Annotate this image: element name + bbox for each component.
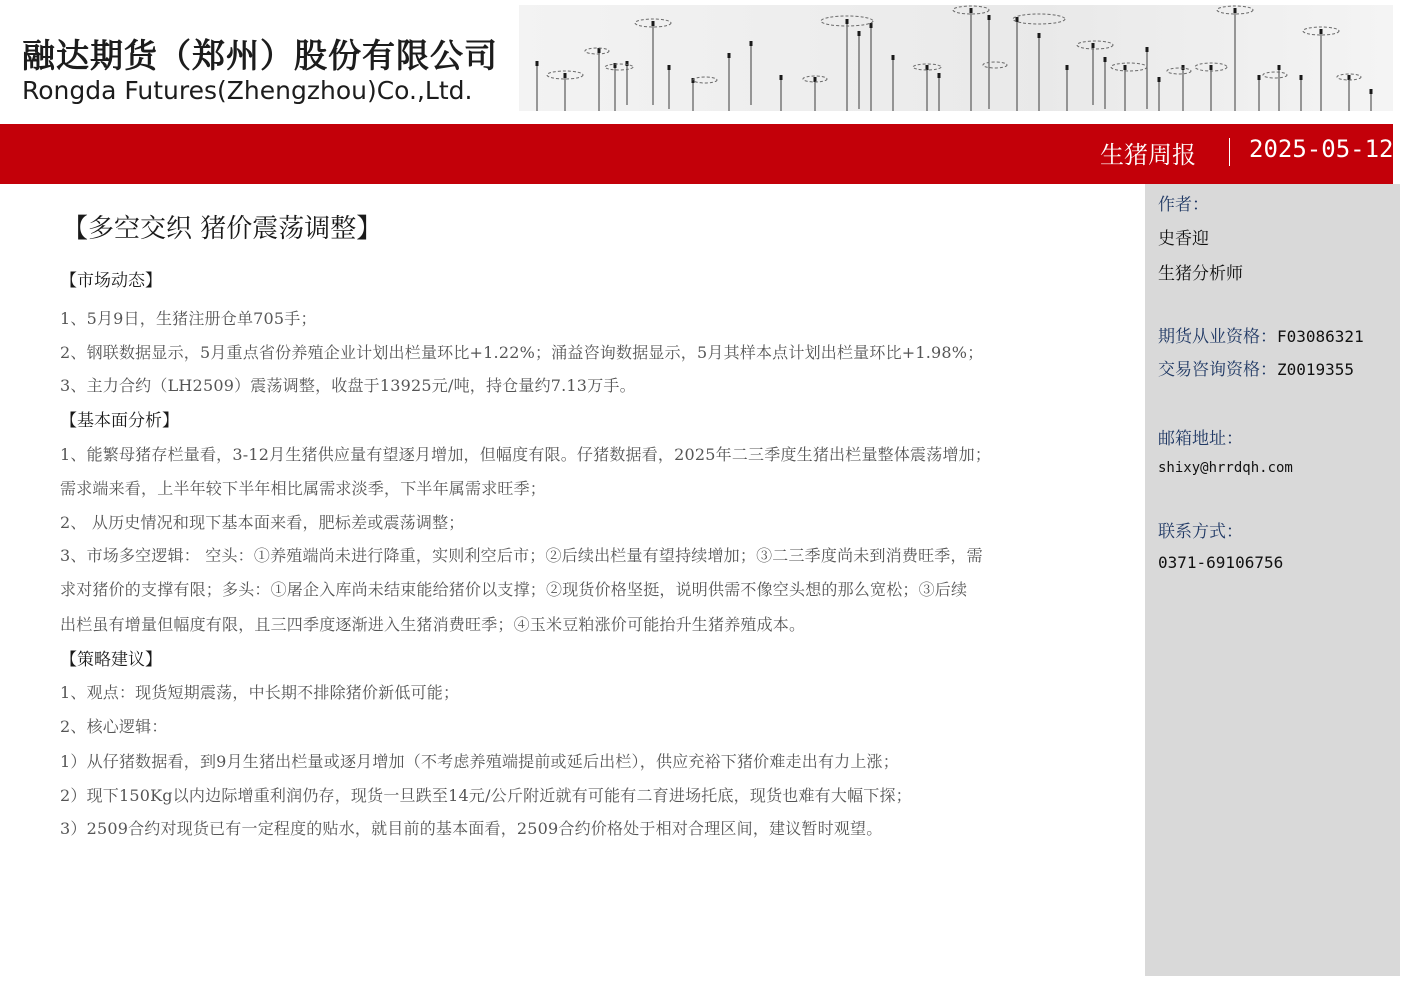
strategy-line: 3）2509合约对现货已有一定程度的贴水，就目前的基本面看，2509合约价格处于相对合理区间，建议暂时观望。 xyxy=(60,819,883,838)
banner-pole-cap xyxy=(598,48,601,53)
title-bar xyxy=(0,124,1393,184)
market-line: 1、5月9日，生猪注册仓单705手； xyxy=(60,309,317,328)
fundamental-line: 2、 从历史情况和现下基本面来看，肥标差或震荡调整； xyxy=(60,513,465,532)
report-title: 生猪周报 xyxy=(1100,141,1196,169)
banner-pole-cap xyxy=(1038,33,1041,38)
banner-pole-cap xyxy=(970,8,973,13)
report-date: 2025-05-12 xyxy=(1249,135,1394,163)
banner-pole-cap xyxy=(892,55,895,60)
banner-pole-cap xyxy=(858,31,861,36)
email-label: 邮箱地址： xyxy=(1158,429,1243,449)
company-name-en: Rongda Futures(Zhengzhou)Co.,Ltd. xyxy=(22,76,473,105)
fundamental-line: 需求端来看，上半年较下半年相比属需求淡季，下半年属需求旺季； xyxy=(60,479,547,498)
banner-pole-cap xyxy=(1210,65,1213,70)
fundamental-line: 1、能繁母猪存栏量看，3-12月生猪供应量有望逐月增加，但幅度有限。仔猪数据看，2025年二三季度生猪出栏量整体震荡增加； xyxy=(60,445,992,464)
fundamental-line: 求对猪价的支撑有限；多头：①屠企入库尚未结束能给猪价以支撑；②现货价格坚挺，说明供需不像空头想的那么宽松；③后续 xyxy=(60,580,968,599)
email-value: shixy@hrrdqh.com xyxy=(1158,460,1293,476)
banner-lamp xyxy=(1077,41,1113,49)
banner-pole-cap xyxy=(1092,43,1095,48)
author-sidebar xyxy=(1145,184,1400,976)
strategy-line: 1）从仔猪数据看，到9月生猪出栏量或逐月增加（不考虑养殖端提前或延后出栏），供应充裕下猪价难走出有力上涨； xyxy=(60,752,899,771)
consulting-qualification-label: 交易咨询资格： xyxy=(1158,360,1277,380)
title-divider xyxy=(1229,138,1230,166)
banner-pole-cap xyxy=(988,15,991,20)
banner-pole-cap xyxy=(938,73,941,78)
author-label: 作者： xyxy=(1158,195,1209,215)
banner-pole-cap xyxy=(1124,65,1127,70)
banner-pole-cap xyxy=(846,19,849,24)
strategy-line: 1、观点：现货短期震荡，中长期不排除猪价新低可能； xyxy=(60,683,460,702)
author-name: 史香迎 xyxy=(1158,229,1209,249)
banner-pole-cap xyxy=(668,65,671,70)
header-banner-graphic xyxy=(519,5,1393,111)
futures-qualification-label: 期货从业资格： xyxy=(1158,327,1277,347)
contact-value: 0371-69106756 xyxy=(1158,553,1284,572)
banner-lamp xyxy=(605,64,633,70)
futures-qualification xyxy=(1158,322,1364,347)
banner-lamp xyxy=(1167,68,1191,74)
banner-pole-cap xyxy=(536,61,539,66)
section-title-strategy: 【策略建议】 xyxy=(60,650,162,670)
consulting-qualification-value: Z0019355 xyxy=(1277,360,1355,379)
banner-lamp xyxy=(693,77,717,83)
banner-pole-cap xyxy=(926,65,929,70)
section-title-fundamental: 【基本面分析】 xyxy=(60,411,179,431)
banner-lamp xyxy=(585,48,609,54)
consulting-qualification xyxy=(1158,355,1354,380)
market-line: 2、钢联数据显示，5月重点省份养殖企业计划出栏量环比+1.22%；涌益咨询数据显示，5月其样本点计划出栏量环比+1.98%； xyxy=(60,343,984,362)
banner-pole-cap xyxy=(780,75,783,80)
banner-pole-cap xyxy=(1066,65,1069,70)
futures-qualification-value: F03086321 xyxy=(1277,327,1364,346)
banner-pole-cap xyxy=(652,21,655,26)
market-line: 3、主力合约（LH2509）震荡调整，收盘于13925元/吨，持仓量约7.13万手。 xyxy=(60,376,636,395)
main-headline: 【多空交织 猪价震荡调整】 xyxy=(62,214,383,244)
banner-pole-cap xyxy=(1146,47,1149,52)
banner-pole-cap xyxy=(750,41,753,46)
fundamental-line: 3、市场多空逻辑： 空头：①养殖端尚未进行降重，实则利空后市；②后续出栏量有望持续增加；③二三季度尚未到消费旺季，需 xyxy=(60,546,983,565)
banner-pole-cap xyxy=(1104,57,1107,62)
strategy-line: 2、核心逻辑： xyxy=(60,717,168,736)
banner-pole-cap xyxy=(1234,8,1237,13)
banner-pole-cap xyxy=(870,23,873,28)
banner-pole-cap xyxy=(814,77,817,82)
banner-pole-cap xyxy=(728,53,731,58)
banner-lamp xyxy=(1111,63,1147,71)
banner-pole-cap xyxy=(1348,75,1351,80)
banner-lamp xyxy=(1013,14,1065,24)
banner-pole-cap xyxy=(1278,65,1281,70)
banner-lamp xyxy=(983,62,1007,68)
banner-pole-cap xyxy=(1158,77,1161,82)
banner-pole-cap xyxy=(1300,75,1303,80)
fundamental-line: 出栏虽有增量但幅度有限，且三四季度逐渐进入生猪消费旺季；④玉米豆粕涨价可能抬升生猪养殖成本。 xyxy=(60,615,806,634)
banner-pole-cap xyxy=(1320,29,1323,34)
author-title: 生猪分析师 xyxy=(1158,264,1243,284)
company-name-cn: 融达期货（郑州）股份有限公司 xyxy=(22,36,498,75)
banner-pole-cap xyxy=(626,61,629,66)
strategy-line: 2）现下150Kg以内边际增重利润仍存，现货一旦跌至14元/公斤附近就有可能有二育进场托底，现货也难有大幅下探； xyxy=(60,786,912,805)
banner-pole-cap xyxy=(1182,65,1185,70)
banner-pole-cap xyxy=(1370,89,1373,94)
section-title-market: 【市场动态】 xyxy=(60,271,162,291)
banner-pole-cap xyxy=(564,73,567,78)
banner-pole-cap xyxy=(1258,75,1261,80)
banner-lamp xyxy=(1263,72,1287,78)
contact-label: 联系方式： xyxy=(1158,522,1243,542)
